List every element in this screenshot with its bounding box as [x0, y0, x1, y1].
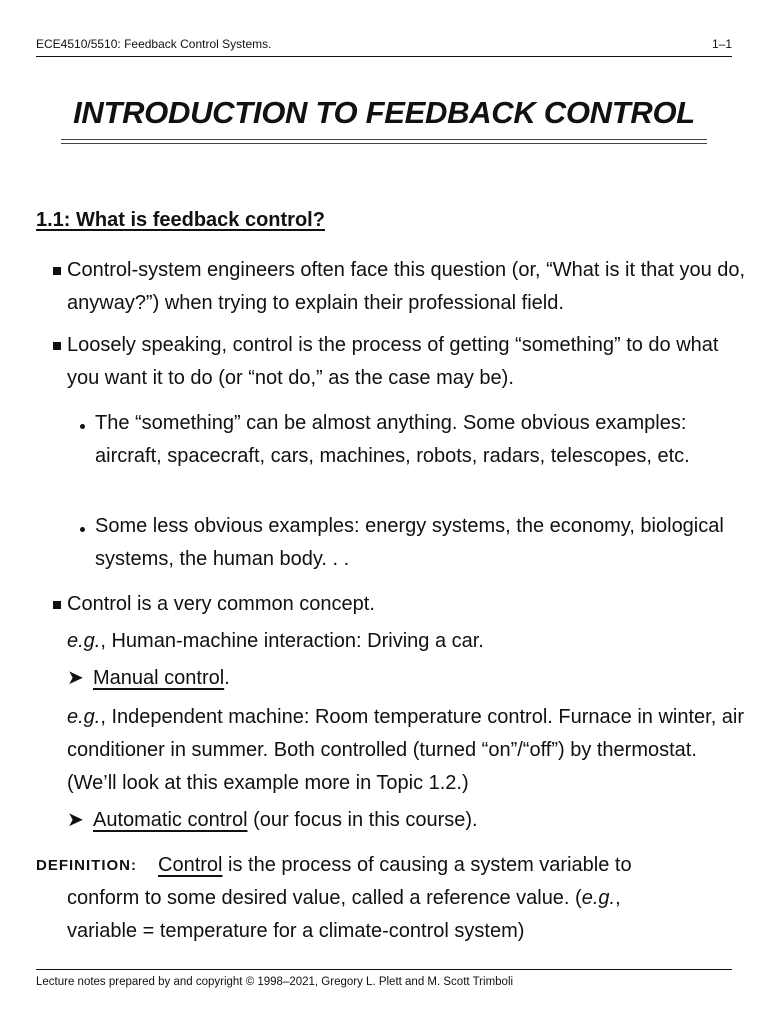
square-bullet-icon	[53, 601, 61, 609]
manual-control-line	[93, 662, 230, 695]
definition-line2-end: ,	[615, 887, 621, 909]
course-title: ECE4510/5510: Feedback Control Systems.	[36, 37, 272, 51]
page-title: INTRODUCTION TO FEEDBACK CONTROL	[73, 95, 695, 130]
page-footer: Lecture notes prepared by and copyright © 1998–2021, Gregory L. Plett and M. Scott Trimboli	[36, 969, 732, 988]
bullet-item: Loosely speaking, control is the process of getting “something” to do what you want it to do (or “not do,” as the case may be).	[67, 334, 719, 389]
eg-label: e.g.	[581, 887, 616, 909]
automatic-control-term: Automatic control	[93, 809, 248, 831]
automatic-suffix: (our focus in this course).	[247, 809, 478, 831]
example-driving	[67, 625, 747, 658]
arrow-icon: ➤	[67, 809, 84, 831]
example-text: , Human-machine interaction: Driving a car.	[100, 630, 484, 652]
eg-label: e.g.	[67, 706, 101, 728]
example-text: , Independent machine: Room temperature control. Furnace in winter, air conditioner in summer. Both controlled (turned “on”/“off”) by thermostat. (We’ll look at this example more in Topic 1.2.)	[67, 706, 745, 794]
automatic-control-line	[93, 804, 478, 837]
bullet-item: Control-system engineers often face this question (or, “What is it that you do, anyway?”) when trying to explain their professional field.	[67, 259, 746, 314]
section-heading: 1.1: What is feedback control?	[36, 209, 325, 231]
title-double-rule	[61, 139, 707, 144]
period: .	[224, 667, 230, 689]
definition-line2	[67, 882, 747, 915]
example-thermostat	[67, 701, 747, 800]
square-bullet-icon	[53, 267, 61, 275]
control-term: Control	[158, 854, 223, 876]
page-number: 1–1	[711, 37, 732, 51]
sub-bullet-item: Some less obvious examples: energy systems, the economy, biological systems, the human body. . .	[95, 515, 724, 570]
definition-line1	[158, 849, 632, 882]
page-header	[36, 36, 732, 57]
definition-line3: variable = temperature for a climate-control system)	[67, 920, 525, 942]
definition-continuation	[67, 882, 747, 948]
arrow-icon: ➤	[67, 667, 84, 689]
dot-bullet-icon	[80, 527, 85, 532]
definition-line2-start: conform to some desired value, called a reference value. (	[67, 887, 582, 909]
eg-label: e.g.	[67, 630, 101, 652]
definition-rest: is the process of causing a system variable to	[222, 854, 632, 876]
definition-label: DEFINITION:	[36, 857, 137, 874]
dot-bullet-icon	[80, 424, 85, 429]
manual-control-term: Manual control	[93, 667, 225, 689]
square-bullet-icon	[53, 342, 61, 350]
sub-bullet-item: The “something” can be almost anything. Some obvious examples: aircraft, spacecraft, cars, machines, robots, radars, telescopes, etc.	[95, 412, 690, 467]
bullet-item: Control is a very common concept.	[67, 593, 375, 615]
